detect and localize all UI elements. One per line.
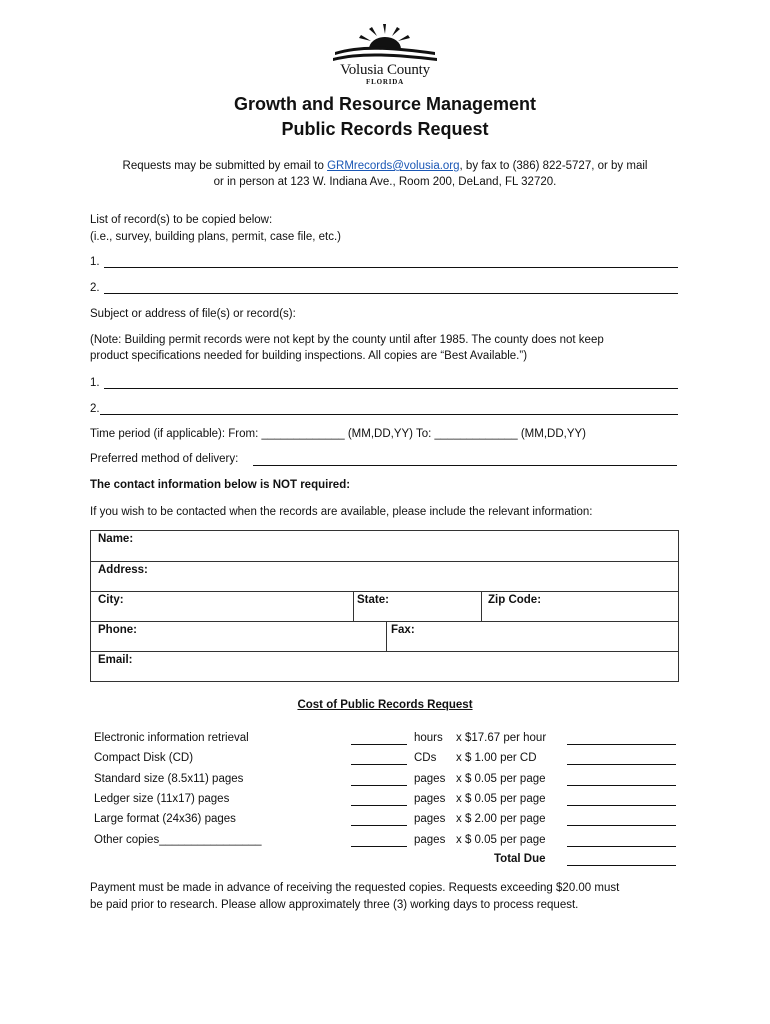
cost-unit-label: pages	[414, 792, 446, 805]
cost-row	[0, 834, 770, 854]
logo-county-name: Volusia County	[340, 62, 430, 78]
sun-wave-icon	[331, 22, 439, 64]
cost-quantity-line[interactable]	[351, 764, 407, 765]
state-label: State:	[357, 594, 389, 606]
cost-row	[0, 793, 770, 813]
total-due-row	[0, 853, 770, 873]
contact-table	[90, 530, 679, 682]
cost-item-label: Compact Disk (CD)	[94, 752, 194, 765]
record-item-1-label: 1.	[90, 256, 100, 268]
cost-amount-line[interactable]	[567, 805, 676, 806]
records-examples: (i.e., survey, building plans, permit, case file, etc.)	[90, 231, 341, 243]
cost-quantity-line[interactable]	[351, 805, 407, 806]
record-item-1-line[interactable]	[104, 267, 678, 268]
intro-text-start: Requests may be submitted by email to	[122, 160, 328, 172]
payment-line-2: be paid prior to research. Please allow approximately three (3) working days to process request.	[90, 899, 579, 911]
subject-note-line-2: product specifications needed for building inspections. All copies are “Best Available.”)	[90, 350, 528, 362]
email-link[interactable]: GRMrecords@volusia.org	[327, 160, 460, 172]
cost-amount-line[interactable]	[567, 764, 676, 765]
total-due-label: Total Due	[494, 853, 546, 865]
cost-rate-label: x $17.67 per hour	[456, 732, 547, 744]
cost-heading: Cost of Public Records Request	[297, 699, 473, 711]
subject-heading: Subject or address of file(s) or record(s):	[90, 308, 296, 320]
name-label: Name:	[98, 533, 134, 545]
time-period-field[interactable]: Time period (if applicable): From: _____________ (MM,DD,YY) To: _____________ (MM,DD,YY)	[90, 428, 587, 440]
subject-item-2-label: 2.	[90, 403, 100, 415]
total-due-line[interactable]	[567, 865, 676, 866]
page-title: Growth and Resource Management	[233, 94, 537, 114]
record-item-2-label: 2.	[90, 282, 100, 294]
fax-label: Fax:	[391, 624, 415, 636]
cost-rate-label: x $ 0.05 per page	[456, 772, 546, 785]
subject-item-1-line[interactable]	[104, 388, 678, 389]
subject-item-1-label: 1.	[90, 377, 100, 389]
intro-line-1	[0, 160, 770, 172]
cost-item-label: Other copies________________	[94, 833, 262, 846]
zip-label: Zip Code:	[488, 594, 542, 606]
cost-item-label: Ledger size (11x17) pages	[94, 792, 230, 805]
cost-unit-label: CDs	[414, 752, 437, 765]
subject-item-2-line[interactable]	[100, 414, 678, 415]
contact-instruction: If you wish to be contacted when the records are available, please include the relevant information:	[90, 506, 593, 518]
cost-unit-label: hours	[414, 732, 443, 744]
phone-label: Phone:	[98, 624, 137, 636]
cost-amount-line[interactable]	[567, 785, 676, 786]
cost-amount-line[interactable]	[567, 846, 676, 847]
intro-line-2: or in person at 123 W. Indiana Ave., Room 200, DeLand, FL 32720.	[213, 176, 557, 188]
cost-quantity-line[interactable]	[351, 785, 407, 786]
cost-rate-label: x $ 1.00 per CD	[456, 752, 537, 765]
county-logo	[331, 22, 439, 88]
intro-text-end: , by fax to (386) 822-5727, or by mail	[459, 160, 648, 172]
delivery-label: Preferred method of delivery:	[90, 453, 239, 465]
delivery-line[interactable]	[253, 465, 677, 466]
email-label: Email:	[98, 654, 133, 666]
cost-quantity-line[interactable]	[351, 846, 407, 847]
cost-row	[0, 773, 770, 793]
cost-item-label: Standard size (8.5x11) pages	[94, 772, 244, 785]
cost-row	[0, 813, 770, 833]
payment-line-1: Payment must be made in advance of receiving the requested copies. Requests exceeding $20.00 must	[90, 882, 620, 894]
cost-amount-line[interactable]	[567, 744, 676, 745]
cost-unit-label: pages	[414, 772, 446, 785]
page-subtitle: Public Records Request	[281, 119, 489, 139]
address-label: Address:	[98, 564, 148, 576]
city-label: City:	[98, 594, 124, 606]
records-heading: List of record(s) to be copied below:	[90, 214, 273, 226]
cost-unit-label: pages	[414, 833, 446, 846]
cost-rate-label: x $ 0.05 per page	[456, 833, 546, 846]
cost-row	[0, 752, 770, 772]
cost-rate-label: x $ 2.00 per page	[456, 813, 546, 826]
cost-rate-label: x $ 0.05 per page	[456, 792, 546, 805]
contact-notice: The contact information below is NOT required:	[90, 479, 351, 491]
cost-item-label: Large format (24x36) pages	[94, 813, 236, 826]
cost-amount-line[interactable]	[567, 825, 676, 826]
logo-state-name: FLORIDA	[366, 78, 404, 86]
cost-row	[0, 732, 770, 752]
subject-note-line-1: (Note: Building permit records were not kept by the county until after 1985. The county does not keep	[90, 334, 604, 346]
cost-item-label: Electronic information retrieval	[94, 732, 249, 744]
record-item-2-line[interactable]	[104, 293, 678, 294]
cost-unit-label: pages	[414, 813, 446, 826]
cost-quantity-line[interactable]	[351, 825, 407, 826]
cost-quantity-line[interactable]	[351, 744, 407, 745]
